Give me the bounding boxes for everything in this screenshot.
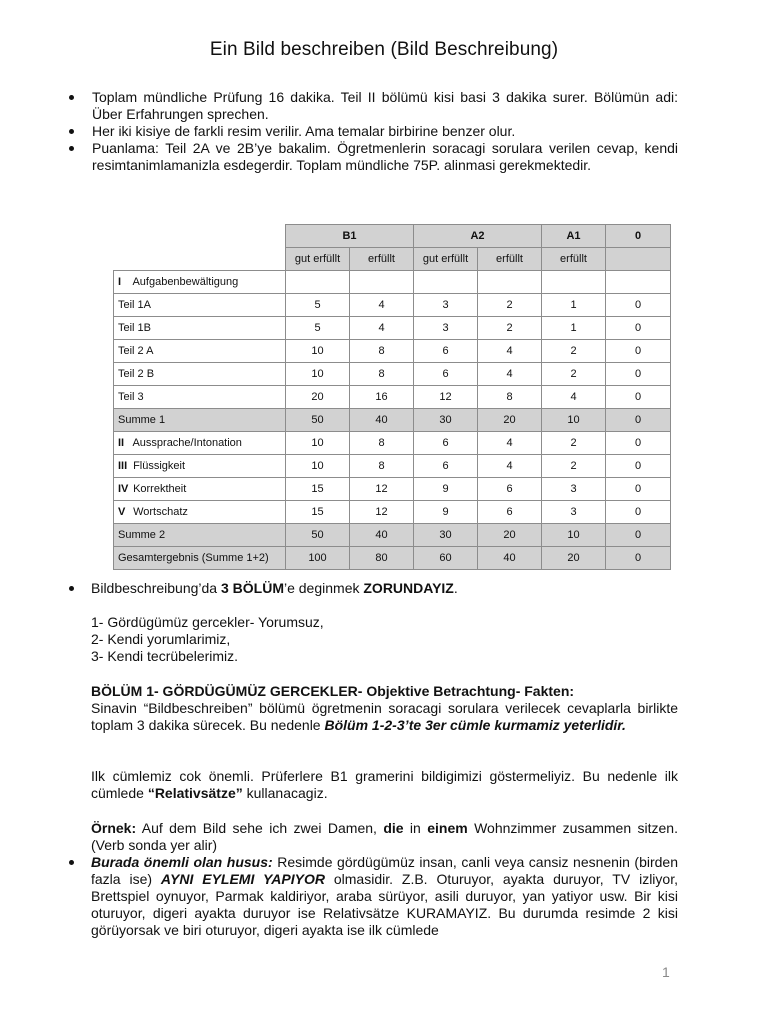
- level-header: 0: [606, 225, 671, 248]
- level-header: A1: [542, 225, 606, 248]
- table-cell: 6: [414, 432, 478, 455]
- table-cell: 4: [542, 386, 606, 409]
- gesamt-row: [114, 547, 671, 570]
- subheader-cell: gut erfüllt: [286, 248, 350, 271]
- row-label: Teil 1A: [114, 294, 286, 317]
- row-label: Teil 1B: [114, 317, 286, 340]
- page-number: 1: [662, 964, 670, 980]
- table-cell: 20: [286, 386, 350, 409]
- table-cell: 12: [414, 386, 478, 409]
- table-cell: 2: [542, 455, 606, 478]
- page-title: Ein Bild beschreiben (Bild Beschreibung): [209, 39, 559, 60]
- table-cell: 3: [414, 317, 478, 340]
- row-label: V Wortschatz: [114, 501, 286, 524]
- table-cell: 0: [606, 294, 671, 317]
- table-level-header: [114, 225, 671, 248]
- row-label: Teil 2 B: [114, 363, 286, 386]
- scoring-table: [113, 224, 671, 570]
- table-cell: 40: [478, 547, 542, 570]
- table-cell: 4: [478, 432, 542, 455]
- table-cell: 20: [478, 524, 542, 547]
- table-cell: 8: [350, 432, 414, 455]
- example-paragraph: Örnek: Auf dem Bild sehe ich zwei Damen, die in einem Wohnzimmer zusammen sitzen. (Verb sonda yer alir): [91, 820, 678, 853]
- table-cell: 8: [350, 363, 414, 386]
- row-label: Teil 2 A: [114, 340, 286, 363]
- bolum1-heading: BÖLÜM 1- GÖRDÜGÜMÜZ GERCEKLER- Objektive Betrachtung- Fakten:: [91, 683, 575, 699]
- table-cell: 80: [350, 547, 414, 570]
- table-cell: 0: [606, 317, 671, 340]
- intro-bullet: Puanlama: Teil 2A ve 2B’ye bakalim. Ögretmenlerin soracagi sorulara verilen cevap, kendi resimtanimlamanizla esdegerdir. Toplam mündliche 75P. alinmasi gerekmektedir.: [66, 140, 678, 174]
- table-cell: 8: [350, 455, 414, 478]
- table-cell: 4: [350, 294, 414, 317]
- table-cell: 2: [542, 363, 606, 386]
- level-header: B1: [286, 225, 414, 248]
- table-cell: 9: [414, 501, 478, 524]
- table-cell: 0: [606, 547, 671, 570]
- table-cell: 20: [478, 409, 542, 432]
- table-row: [114, 363, 671, 386]
- summe2-row: [114, 524, 671, 547]
- husus-paragraph: Burada önemli olan husus: Resimde gördügümüz insan, canli veya cansiz nesnenin (birden fazla ise) AYNI EYLEMI YAPIYOR olmasidir. Z.B. Oturuyor, ayakta duruyor, TV izliyor, Brettspiel oynuyor, Parmak kaldiriyor, araba sürüyor, asili duruyor, yan yatiyor usw. Bir kisi oturuyor, digeri ayakta duruyor ise Relativsätze KURAMAYIZ. Bu durumda resimde 2 kisi görüyorsak ve biri oturuyor, digeri ayakta ise ilk cümlede: [91, 854, 678, 938]
- table-row: [114, 317, 671, 340]
- table-cell: 4: [478, 455, 542, 478]
- table-cell: 6: [478, 501, 542, 524]
- table-cell: 10: [286, 455, 350, 478]
- table-cell: 3: [542, 478, 606, 501]
- table-cell: 3: [542, 501, 606, 524]
- table-cell: 0: [606, 524, 671, 547]
- table-cell: 15: [286, 501, 350, 524]
- table-subheader-row: [114, 248, 671, 271]
- table-cell: 0: [606, 340, 671, 363]
- part-item: 1- Gördügümüz gercekler- Yorumsuz,: [91, 614, 324, 630]
- subheader-cell: erfüllt: [350, 248, 414, 271]
- table-cell: 1: [542, 294, 606, 317]
- table-cell: 1: [542, 317, 606, 340]
- table-cell: 3: [414, 294, 478, 317]
- row-label: II Aussprache/Intonation: [114, 432, 286, 455]
- table-cell: 0: [606, 432, 671, 455]
- table-cell: 100: [286, 547, 350, 570]
- intro-bullet: Toplam mündliche Prüfung 16 dakika. Teil II bölümü kisi basi 3 dakika surer. Bölümün adi: Über Erfahrungen sprechen.: [66, 89, 678, 123]
- row-label: Summe 1: [114, 409, 286, 432]
- table-cell: 12: [350, 478, 414, 501]
- row-label: Gesamtergebnis (Summe 1+2): [114, 547, 286, 570]
- table-cell: 6: [414, 340, 478, 363]
- subheader-cell: gut erfüllt: [414, 248, 478, 271]
- part-item: 2- Kendi yorumlarimiz,: [91, 631, 231, 647]
- subheader-cell: erfüllt: [478, 248, 542, 271]
- table-cell: 0: [606, 409, 671, 432]
- relativ-paragraph: Ilk cümlemiz cok önemli. Prüferlere B1 gramerini bildigimizi göstermeliyiz. Bu nedenle ilk cümlede “Relativsätze” kullanacagiz.: [91, 768, 678, 801]
- table-row: [114, 432, 671, 455]
- table-cell: 10: [286, 363, 350, 386]
- intro-bullet-list: [66, 89, 678, 174]
- table-row: [114, 501, 671, 524]
- table-cell: 6: [414, 455, 478, 478]
- table-cell: 15: [286, 478, 350, 501]
- table-cell: 2: [478, 294, 542, 317]
- bolum1-paragraph: Sinavin “Bildbeschreiben” bölümü ögretmenin soracagi sorulara verilecek cevaplarla birlikte toplam 3 dakika sürecek. Bu nedenle Bölüm 1-2-3’te 3er cümle kurmamiz yeterlidir.: [91, 700, 678, 733]
- table-cell: 0: [606, 501, 671, 524]
- row-label: IV Korrektheit: [114, 478, 286, 501]
- row-label: Teil 3: [114, 386, 286, 409]
- bullet-dot: [69, 586, 74, 591]
- table-row: [114, 386, 671, 409]
- table-cell: 0: [606, 455, 671, 478]
- table-cell: 10: [286, 340, 350, 363]
- table-cell: 0: [606, 478, 671, 501]
- table-cell: 5: [286, 294, 350, 317]
- summe1-row: [114, 409, 671, 432]
- table-cell: 40: [350, 524, 414, 547]
- table-row: [114, 455, 671, 478]
- table-cell: 20: [542, 547, 606, 570]
- table-cell: 50: [286, 524, 350, 547]
- table-cell: 16: [350, 386, 414, 409]
- row-label: III Flüssigkeit: [114, 455, 286, 478]
- intro-bullet: Her iki kisiye de farkli resim verilir. Ama temalar birbirine benzer olur.: [66, 123, 678, 140]
- table-cell: 30: [414, 524, 478, 547]
- table-cell: 2: [478, 317, 542, 340]
- table-cell: 8: [478, 386, 542, 409]
- table-cell: 10: [286, 432, 350, 455]
- table-cell: 10: [542, 524, 606, 547]
- table-cell: 10: [542, 409, 606, 432]
- table-cell: 9: [414, 478, 478, 501]
- table-cell: 50: [286, 409, 350, 432]
- table-cell: 4: [478, 340, 542, 363]
- table-row: [114, 478, 671, 501]
- table-cell: 8: [350, 340, 414, 363]
- table-cell: 0: [606, 363, 671, 386]
- bullet-dot: [69, 860, 74, 865]
- table-cell: 4: [350, 317, 414, 340]
- table-cell: 60: [414, 547, 478, 570]
- section-label: I Aufgabenbewältigung: [114, 271, 286, 294]
- table-cell: 30: [414, 409, 478, 432]
- level-header: A2: [414, 225, 542, 248]
- table-row: [114, 340, 671, 363]
- table-cell: 40: [350, 409, 414, 432]
- table-cell: 4: [478, 363, 542, 386]
- table-cell: 0: [606, 386, 671, 409]
- part-item: 3- Kendi tecrübelerimiz.: [91, 648, 239, 664]
- row-label: Summe 2: [114, 524, 286, 547]
- table-row: [114, 294, 671, 317]
- table-cell: 6: [414, 363, 478, 386]
- table-cell: 6: [478, 478, 542, 501]
- table-cell: 2: [542, 432, 606, 455]
- subheader-cell: erfüllt: [542, 248, 606, 271]
- section-intro: Bildbeschreibung’da 3 BÖLÜM’e deginmek ZORUNDAYIZ.: [91, 580, 458, 596]
- table-cell: 12: [350, 501, 414, 524]
- table-cell: 5: [286, 317, 350, 340]
- table-cell: 2: [542, 340, 606, 363]
- table-section-row: [114, 271, 671, 294]
